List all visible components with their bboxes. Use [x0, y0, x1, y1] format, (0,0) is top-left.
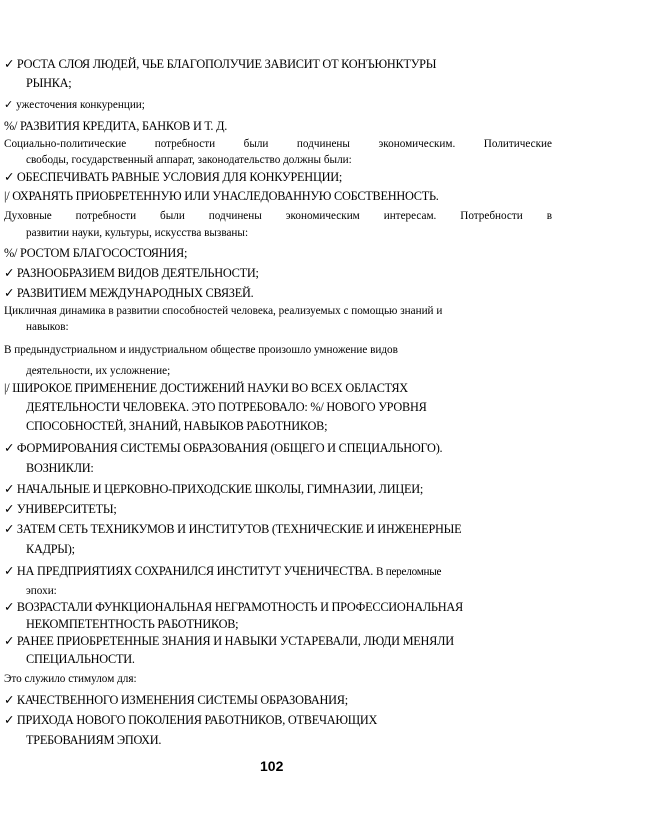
text-segment: В переломные [375, 566, 442, 578]
text-line: |/ ОХРАНЯТЬ ПРИОБРЕТЕННУЮ ИЛИ УНАСЛЕДОВАННУЮ СОБСТВЕННОСТЬ. [4, 189, 439, 203]
text-line: Социально-политические потребности были подчинены экономическим. Политические [4, 138, 552, 150]
list-item [4, 379, 552, 436]
text-line: свободы, государственный аппарат, законодательство должны были: [26, 154, 352, 166]
text-line: ✓ ФОРМИРОВАНИЯ СИСТЕМЫ ОБРАЗОВАНИЯ (ОБЩЕГО И СПЕЦИАЛЬНОГО). [4, 441, 443, 455]
list-item [4, 55, 552, 93]
text-line: ✓ КАЧЕСТВЕННОГО ИЗМЕНЕНИЯ СИСТЕМЫ ОБРАЗОВАНИЯ; [4, 693, 348, 707]
text-line: СПОСОБНОСТЕЙ, ЗНАНИЙ, НАВЫКОВ РАБОТНИКОВ; [26, 419, 328, 433]
text-line: навыков: [26, 321, 69, 333]
text-line: ✓ УНИВЕРСИТЕТЫ; [4, 502, 117, 516]
text-line: ✓ ЗАТЕМ СЕТЬ ТЕХНИКУМОВ И ИНСТИТУТОВ (ТЕХНИЧЕСКИЕ И ИНЖЕНЕРНЫЕ [4, 522, 462, 536]
paragraph [4, 583, 552, 599]
paragraph [4, 208, 552, 242]
page-number: 102 [260, 758, 284, 774]
text-line: КАДРЫ); [26, 542, 75, 556]
text-line: ✓ ОБЕСПЕЧИВАТЬ РАВНЫЕ УСЛОВИЯ ДЛЯ КОНКУРЕНЦИИ; [4, 170, 342, 184]
text-line: ДЕЯТЕЛЬНОСТИ ЧЕЛОВЕКА. ЭТО ПОТРЕБОВАЛО: %/ НОВОГО УРОВНЯ [26, 400, 427, 414]
text-line: |/ ШИРОКОЕ ПРИМЕНЕНИЕ ДОСТИЖЕНИЙ НАУКИ ВО ВСЕХ ОБЛАСТЯХ [4, 381, 408, 395]
list-item [4, 599, 552, 633]
paragraph [4, 303, 552, 335]
paragraph [4, 136, 552, 168]
list-block [4, 690, 552, 750]
text-line: ✓ ужесточения конкуренции; [4, 99, 145, 111]
text-line: %/ РАЗВИТИЯ КРЕДИТА, БАНКОВ И Т. Д. [4, 119, 228, 133]
text-line: ТРЕБОВАНИЯМ ЭПОХИ. [26, 733, 162, 747]
text-line: эпохи: [26, 585, 57, 597]
text-line: деятельности, их усложнение; [26, 365, 171, 377]
text-line: Цикличная динамика в развитии способностей человека, реализуемых с помощью знаний и [4, 305, 443, 317]
text-line: Духовные потребности были подчинены экономическим интересам. Потребности в [4, 210, 552, 222]
list-item [4, 97, 552, 113]
text-line: СПЕЦИАЛЬНОСТИ. [26, 652, 135, 666]
text-line: %/ РОСТОМ БЛАГОСОСТОЯНИЯ; [4, 246, 188, 260]
text-line: Это служило стимулом для: [4, 673, 137, 685]
list-block [4, 168, 552, 206]
text-line: РЫНКА; [26, 76, 72, 90]
text-line: развитии науки, культуры, искусства вызваны: [26, 227, 249, 239]
text-line: ВОЗНИКЛИ: [26, 461, 94, 475]
list-item [4, 117, 552, 135]
list-block [4, 479, 552, 559]
text-segment: ✓ НА ПРЕДПРИЯТИЯХ СОХРАНИЛСЯ ИНСТИТУТ УЧЕНИЧЕСТВА. [4, 564, 374, 578]
text-line: ✓ РОСТА СЛОЯ ЛЮДЕЙ, ЧЬЕ БЛАГОПОЛУЧИЕ ЗАВИСИТ ОТ КОНЪЮНКТУРЫ [4, 57, 437, 71]
list-item [4, 561, 552, 582]
text-line: В предындустриальном и индустриальном обществе произошло умножение видов [4, 344, 398, 356]
text-line [4, 561, 552, 582]
text-line: ✓ НАЧАЛЬНЫЕ И ЦЕРКОВНО-ПРИХОДСКИЕ ШКОЛЫ, ГИМНАЗИИ, ЛИЦЕИ; [4, 482, 424, 496]
paragraph [4, 340, 552, 382]
text-line: ✓ ВОЗРАСТАЛИ ФУНКЦИОНАЛЬНАЯ НЕГРАМОТНОСТЬ И ПРОФЕССИОНАЛЬНАЯ [4, 600, 463, 614]
text-line: ✓ ПРИХОДА НОВОГО ПОКОЛЕНИЯ РАБОТНИКОВ, ОТВЕЧАЮЩИХ [4, 713, 378, 727]
text-line: ✓ РАНЕЕ ПРИОБРЕТЕННЫЕ ЗНАНИЯ И НАВЫКИ УСТАРЕВАЛИ, ЛЮДИ МЕНЯЛИ [4, 634, 454, 648]
list-item [4, 632, 552, 668]
text-line: НЕКОМПЕТЕНТНОСТЬ РАБОТНИКОВ; [26, 617, 239, 631]
paragraph [4, 671, 552, 687]
list-block [4, 243, 552, 303]
text-line: ✓ РАЗВИТИЕМ МЕЖДУНАРОДНЫХ СВЯЗЕЙ. [4, 286, 254, 300]
text-line: ✓ РАЗНООБРАЗИЕМ ВИДОВ ДЕЯТЕЛЬНОСТИ; [4, 266, 259, 280]
list-item [4, 438, 552, 478]
